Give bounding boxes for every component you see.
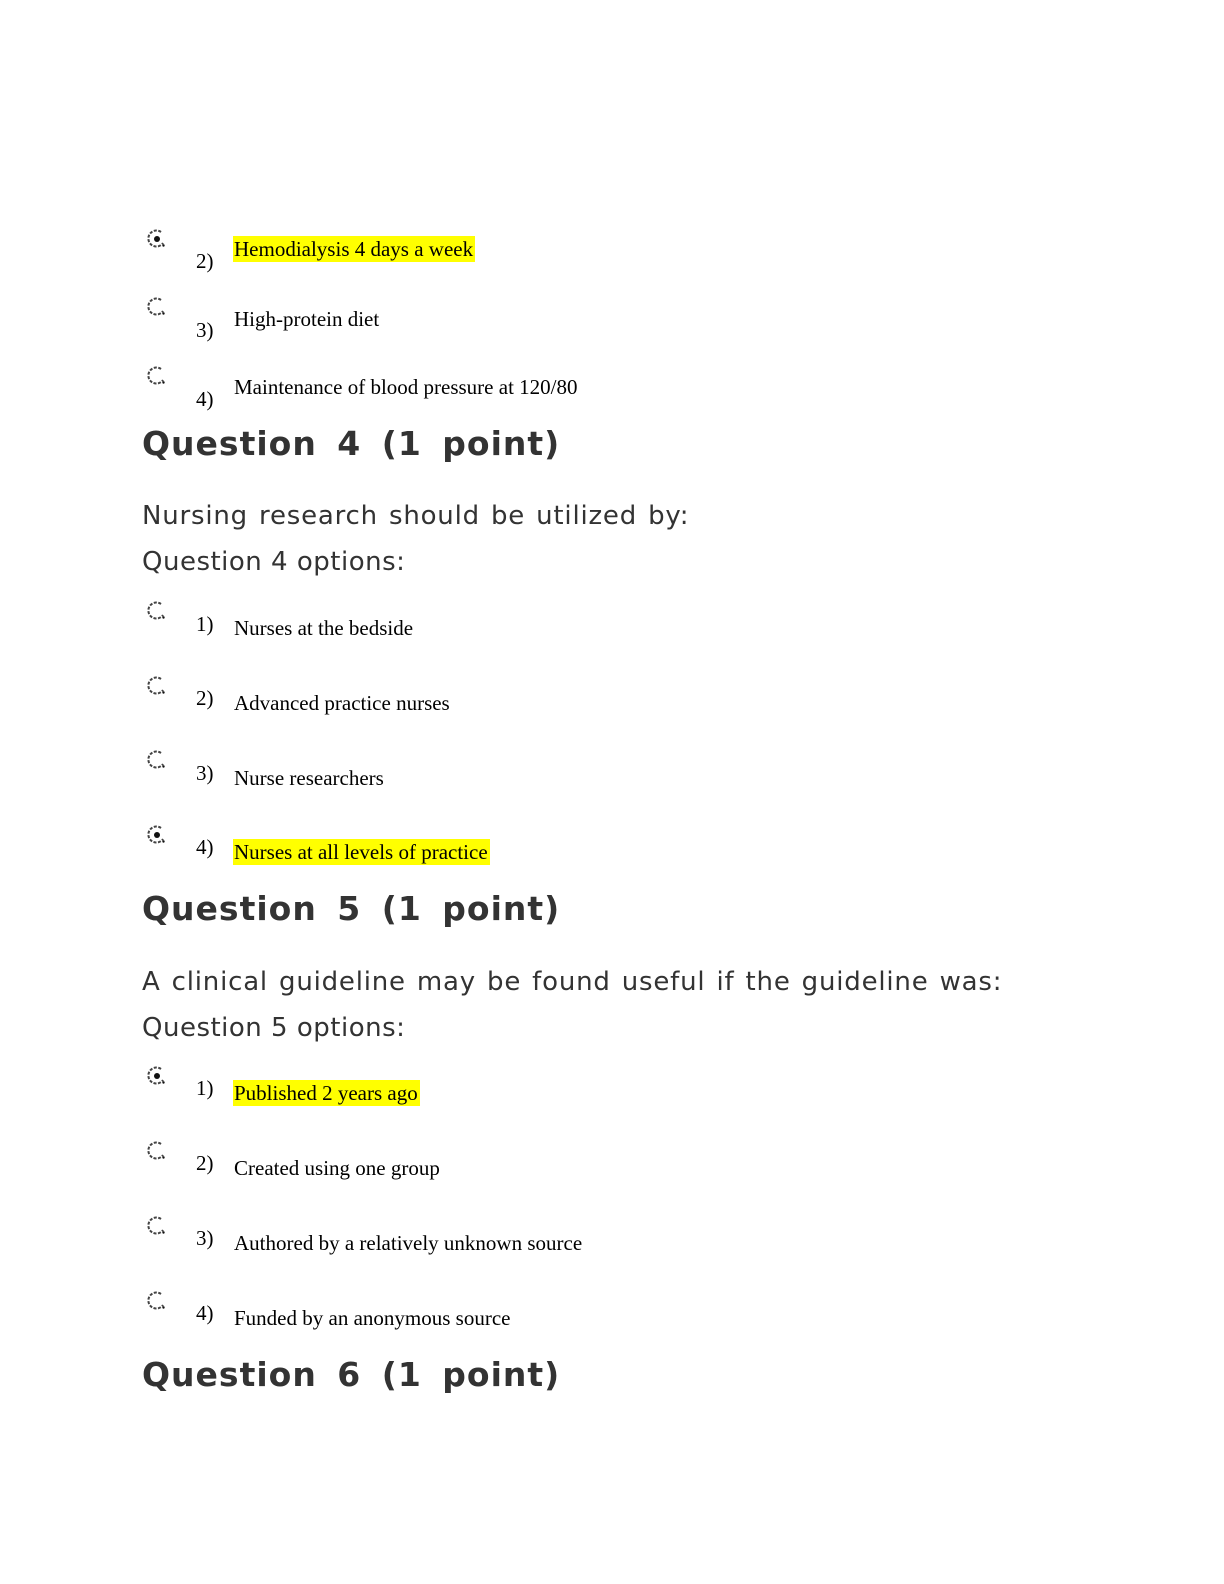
option-text[interactable]: Authored by a relatively unknown source — [234, 1231, 583, 1255]
question-options-label: Question 5 options: — [142, 1013, 406, 1043]
option-text[interactable]: Nurses at the bedside — [234, 616, 414, 640]
radio-unselected-icon[interactable] — [147, 1141, 167, 1161]
radio-unselected-icon[interactable] — [147, 297, 167, 317]
radio-unselected-icon[interactable] — [147, 750, 167, 770]
option-text[interactable]: Funded by an anonymous source — [234, 1306, 511, 1330]
option-number: 1) — [196, 1076, 214, 1100]
option-text[interactable]: Published 2 years ago — [234, 1081, 418, 1105]
option-text[interactable]: Created using one group — [234, 1156, 440, 1180]
question-heading: Question 6 (1 point) — [142, 1355, 561, 1394]
option-number: 4) — [196, 835, 214, 859]
option-number: 2) — [196, 686, 214, 710]
radio-unselected-icon[interactable] — [147, 1291, 167, 1311]
option-number: 3) — [196, 761, 214, 785]
question-text: A clinical guideline may be found useful if the guideline was: — [142, 967, 1003, 997]
radio-unselected-icon[interactable] — [147, 1216, 167, 1236]
option-text[interactable]: High-protein diet — [234, 307, 380, 331]
option-number: 2) — [196, 249, 214, 273]
question-heading: Question 4 (1 point) — [142, 424, 561, 463]
option-text[interactable]: Hemodialysis 4 days a week — [234, 237, 474, 261]
option-number: 4) — [196, 1301, 214, 1325]
option-text[interactable]: Maintenance of blood pressure at 120/80 — [234, 375, 578, 399]
radio-unselected-icon[interactable] — [147, 366, 167, 386]
option-number: 3) — [196, 1226, 214, 1250]
radio-selected-icon[interactable] — [147, 825, 167, 845]
option-number: 4) — [196, 387, 214, 411]
question-options-label: Question 4 options: — [142, 547, 406, 577]
option-number: 2) — [196, 1151, 214, 1175]
question-heading: Question 5 (1 point) — [142, 889, 561, 928]
option-text[interactable]: Nurse researchers — [234, 766, 384, 790]
option-text[interactable]: Advanced practice nurses — [234, 691, 450, 715]
radio-unselected-icon[interactable] — [147, 601, 167, 621]
radio-selected-icon[interactable] — [147, 1066, 167, 1086]
radio-unselected-icon[interactable] — [147, 676, 167, 696]
option-text[interactable]: Nurses at all levels of practice — [234, 840, 488, 864]
option-number: 1) — [196, 612, 214, 636]
radio-selected-icon[interactable] — [147, 229, 167, 249]
question-text: Nursing research should be utilized by: — [142, 501, 690, 531]
option-number: 3) — [196, 318, 214, 342]
